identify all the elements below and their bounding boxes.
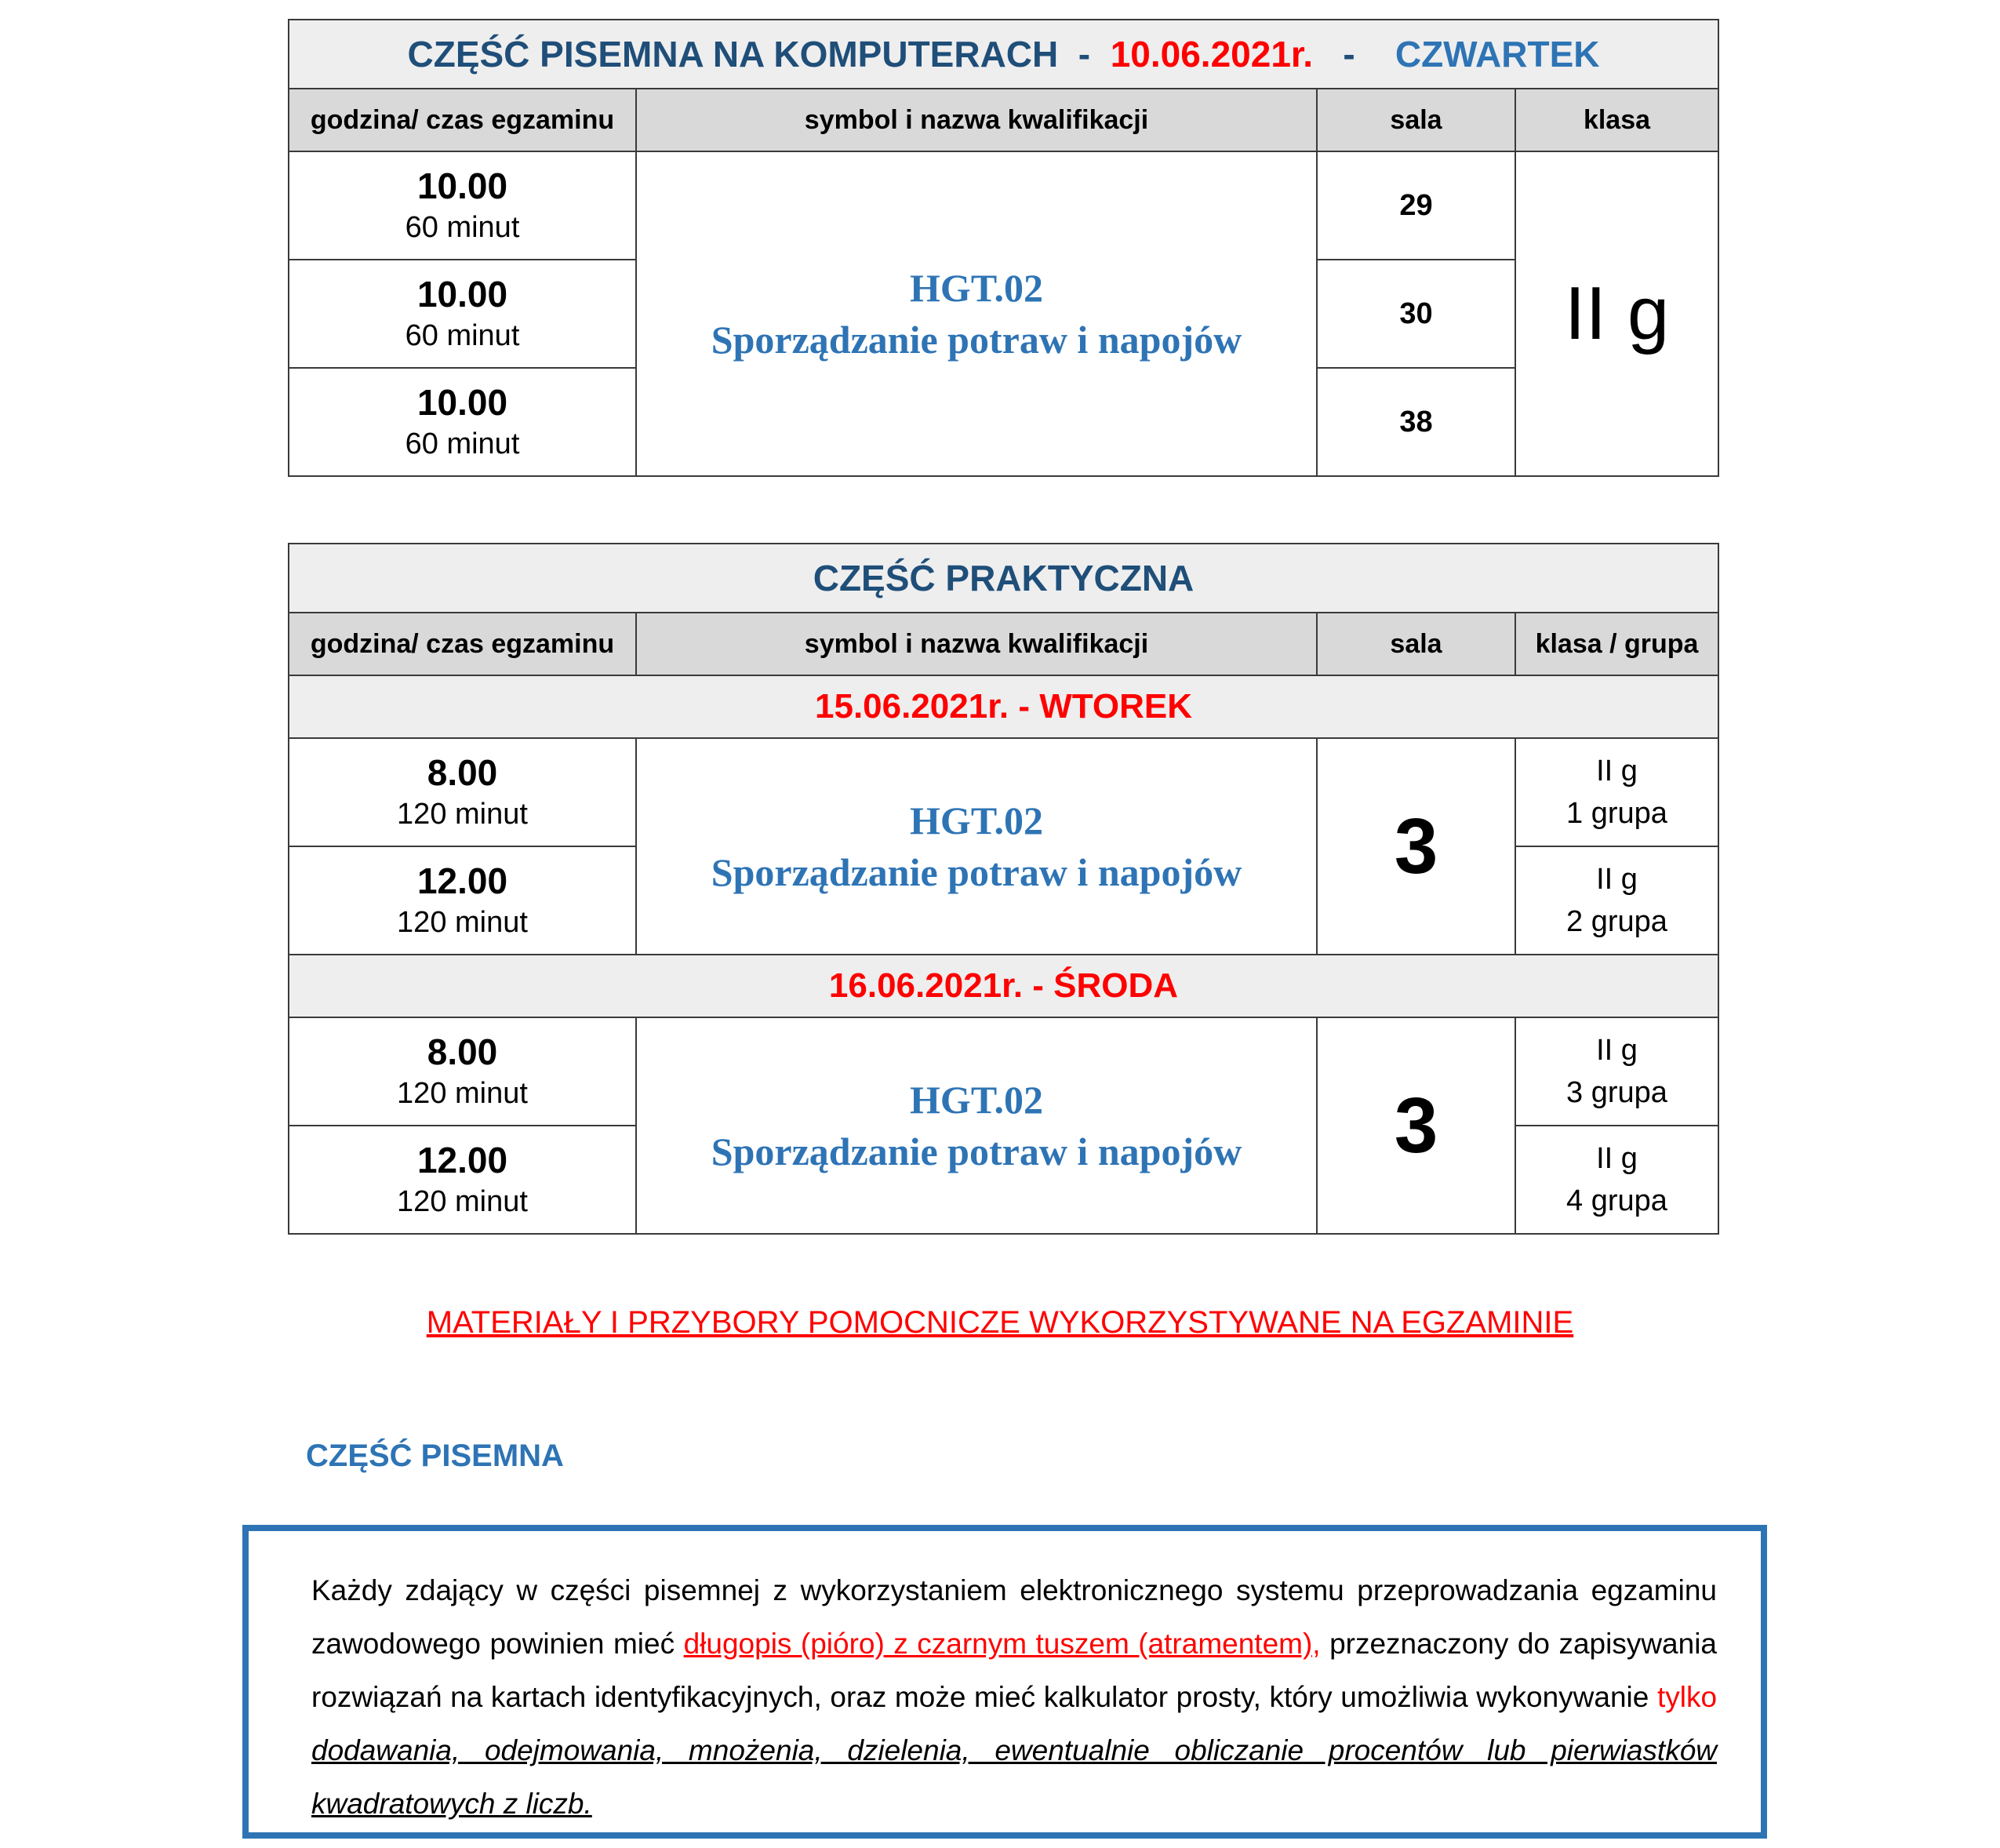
- exam-date: 16.06.2021r. - ŚRODA: [289, 955, 1718, 1017]
- written-title: [289, 20, 1718, 89]
- class-group-cell: [1515, 1017, 1718, 1126]
- table-row: [289, 1017, 1718, 1126]
- qualification-name: Sporządzanie potraw i napojów: [711, 1130, 1242, 1173]
- practical-exam-table: [288, 543, 1719, 1235]
- exam-duration: 60 minut: [405, 319, 520, 352]
- class-name: II g: [1596, 1142, 1638, 1175]
- date-row: [289, 955, 1718, 1017]
- materials-title: MATERIAŁY I PRZYBORY POMOCNICZE WYKORZYSTYWANE NA EGZAMINIE: [426, 1305, 1574, 1340]
- written-header-row: [289, 89, 1718, 151]
- qualification-code: HGT.02: [910, 1078, 1043, 1122]
- time-cell: [289, 1017, 636, 1126]
- header-time: godzina/ czas egzaminu: [289, 89, 636, 151]
- practical-title: CZĘŚĆ PRAKTYCZNA: [289, 544, 1718, 613]
- time-cell: [289, 846, 636, 955]
- exam-hour: 12.00: [416, 1140, 508, 1180]
- exam-duration: 120 minut: [397, 1185, 528, 1218]
- exam-hour: 8.00: [427, 752, 498, 793]
- time-cell: [289, 1126, 636, 1234]
- exam-hour: 10.00: [416, 382, 508, 423]
- header-class-group: klasa / grupa: [1515, 613, 1718, 675]
- qualification-cell: [636, 1017, 1317, 1234]
- group-name: 2 grupa: [1566, 905, 1667, 938]
- qualification-cell: [636, 151, 1317, 476]
- header-qualification: symbol i nazwa kwalifikacji: [636, 613, 1317, 675]
- exam-duration: 60 minut: [405, 211, 520, 244]
- written-materials-note: [311, 1564, 1717, 1831]
- class-name: II g: [1596, 1034, 1638, 1067]
- written-title-part: CZĘŚĆ PISEMNA NA KOMPUTERACH: [407, 34, 1059, 75]
- exam-duration: 120 minut: [397, 798, 528, 831]
- practical-title-row: [289, 544, 1718, 613]
- time-cell: [289, 738, 636, 846]
- note-emphasis: tylko: [1656, 1681, 1718, 1713]
- header-class: klasa: [1515, 89, 1718, 151]
- written-title-day: CZWARTEK: [1395, 34, 1600, 75]
- exam-duration: 120 minut: [397, 1077, 528, 1110]
- time-cell: [289, 151, 636, 260]
- exam-hour: 10.00: [416, 274, 508, 315]
- written-title-row: [289, 20, 1718, 89]
- qualification-name: Sporządzanie potraw i napojów: [711, 318, 1242, 362]
- group-name: 3 grupa: [1566, 1076, 1667, 1109]
- group-name: 4 grupa: [1566, 1184, 1667, 1217]
- note-required-pen: długopis (pióro) z czarnym tuszem (atramentem),: [683, 1628, 1321, 1660]
- exam-date: 15.06.2021r. - WTOREK: [289, 675, 1718, 738]
- exam-hour: 12.00: [416, 860, 508, 901]
- qualification-cell: [636, 738, 1317, 955]
- class-group-cell: [1515, 738, 1718, 846]
- exam-duration: 120 minut: [397, 906, 528, 939]
- title-separator: -: [1343, 34, 1355, 75]
- note-calculator-operations: dodawania, odejmowania, mnożenia, dzielenia, ewentualnie obliczanie procentów lub pierwiastków kwadratowych z liczb.: [311, 1734, 1717, 1820]
- practical-header-row: [289, 613, 1718, 675]
- class-group-cell: [1515, 846, 1718, 955]
- note-text: przeznaczony do zapisywania rozwiązań na kartach identyfikacyjnych, oraz może mieć kalkulator prosty, który umożliwia wykonywanie: [311, 1628, 1718, 1713]
- qualification-code: HGT.02: [910, 798, 1043, 842]
- qualification-name: Sporządzanie potraw i napojów: [711, 850, 1242, 894]
- room-number: 3: [1317, 738, 1515, 955]
- date-row: [289, 675, 1718, 738]
- time-cell: [289, 260, 636, 368]
- class-name: II g: [1596, 863, 1638, 896]
- table-row: [289, 151, 1718, 260]
- title-separator: -: [1078, 34, 1091, 75]
- qualification-code: HGT.02: [910, 266, 1043, 310]
- group-name: 1 grupa: [1566, 797, 1667, 830]
- written-title-date: 10.06.2021r.: [1110, 34, 1314, 75]
- exam-hour: 8.00: [427, 1031, 498, 1072]
- class-group-cell: [1515, 1126, 1718, 1234]
- exam-hour: 10.00: [416, 166, 508, 206]
- header-room: sala: [1317, 89, 1515, 151]
- room-number: 30: [1317, 260, 1515, 368]
- written-materials-note-box: [242, 1525, 1767, 1839]
- room-number: 38: [1317, 368, 1515, 476]
- written-section-heading: CZĘŚĆ PISEMNA: [306, 1439, 564, 1473]
- header-time: godzina/ czas egzaminu: [289, 613, 636, 675]
- room-number: 3: [1317, 1017, 1515, 1234]
- class-name: II g: [1596, 755, 1638, 788]
- class-name: II g: [1515, 151, 1718, 476]
- table-row: [289, 738, 1718, 846]
- header-qualification: symbol i nazwa kwalifikacji: [636, 89, 1317, 151]
- exam-duration: 60 minut: [405, 427, 520, 460]
- room-number: 29: [1317, 151, 1515, 260]
- written-exam-table: [288, 19, 1719, 477]
- note-text: Każdy zdający w części pisemnej z wykorzystaniem elektronicznego systemu przeprowadzania egzaminu zawodowego powinien mieć: [311, 1574, 1717, 1660]
- header-room: sala: [1317, 613, 1515, 675]
- time-cell: [289, 368, 636, 476]
